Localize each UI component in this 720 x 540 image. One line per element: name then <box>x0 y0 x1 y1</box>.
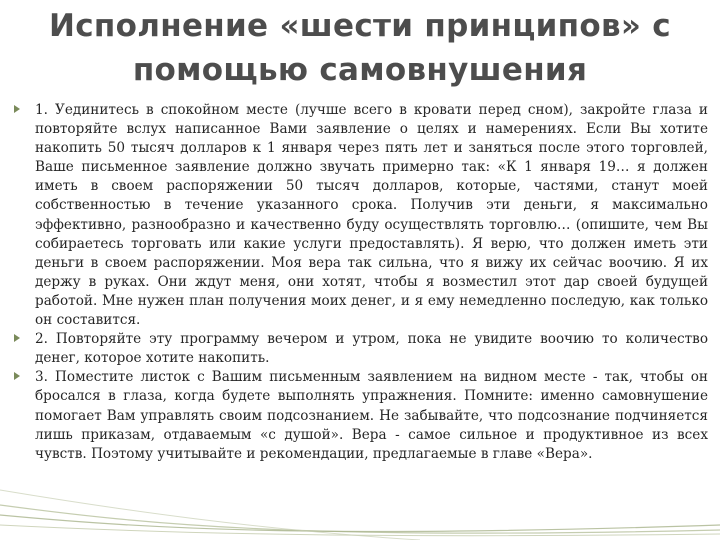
title-line-1: Исполнение «шести принципов» с <box>49 8 671 44</box>
list-item-text: 2. Повторяйте эту программу вечером и утром, пока не увидите воочию то количество денег, которое хотите накопить. <box>35 331 708 367</box>
list-item-text: 1. Уединитесь в спокойном месте (лучше всего в кровати перед сном), закройте глаза и повторяйте вслух написанное Вами заявление о целях и намерениях. Если Вы хотите накопить 50 тысяч долларов к 1 января через пять лет и заняться после этого торговлей, Ваше письменное заявление должно звучать примерно так: «К 1 января 19… я должен иметь в своем распоряжении 50 тысяч долларов, которые, частями, станут моей собственностью в течение указанного срока. Получив эти деньги, я максимально эффективно, разнообразно и качественно буду осуществлять торговлю… (опишите, чем Вы собираетесь торговать или какие услуги предоставлять). Я верю, что должен иметь эти деньги в своем распоряжении. Моя вера так сильна, что я вижу их сейчас воочию. Я их держу в руках. Они ждут меня, они хотят, чтобы я возместил этот дар своей будущей работой. Мне нужен план получения моих денег, и я ему немедленно последую, как только он составится. <box>35 102 708 329</box>
bullet-arrow-icon <box>14 105 20 113</box>
list-item <box>14 368 708 463</box>
list-item-text: 3. Поместите листок с Вашим письменным заявлением на видном месте - так, чтобы он бросался в глаза, когда будете выполнять упражнения. Помните: именно самовнушение помогает Вам управлять своим подсознанием. Не забывайте, что подсознание подчиняется лишь приказам, отдаваемым «с душой». Вера - самое сильное и продуктивное из всех чувств. Поэтому учитывайте и рекомендации, предлагаемые в главе «Вера». <box>35 369 708 462</box>
slide-title <box>40 4 680 92</box>
list-item <box>14 101 708 330</box>
title-line-2: помощью самовнушения <box>132 52 588 88</box>
list-item <box>14 330 708 368</box>
bullet-arrow-icon <box>14 372 20 380</box>
bullet-arrow-icon <box>14 334 20 342</box>
slide-body <box>14 101 708 464</box>
